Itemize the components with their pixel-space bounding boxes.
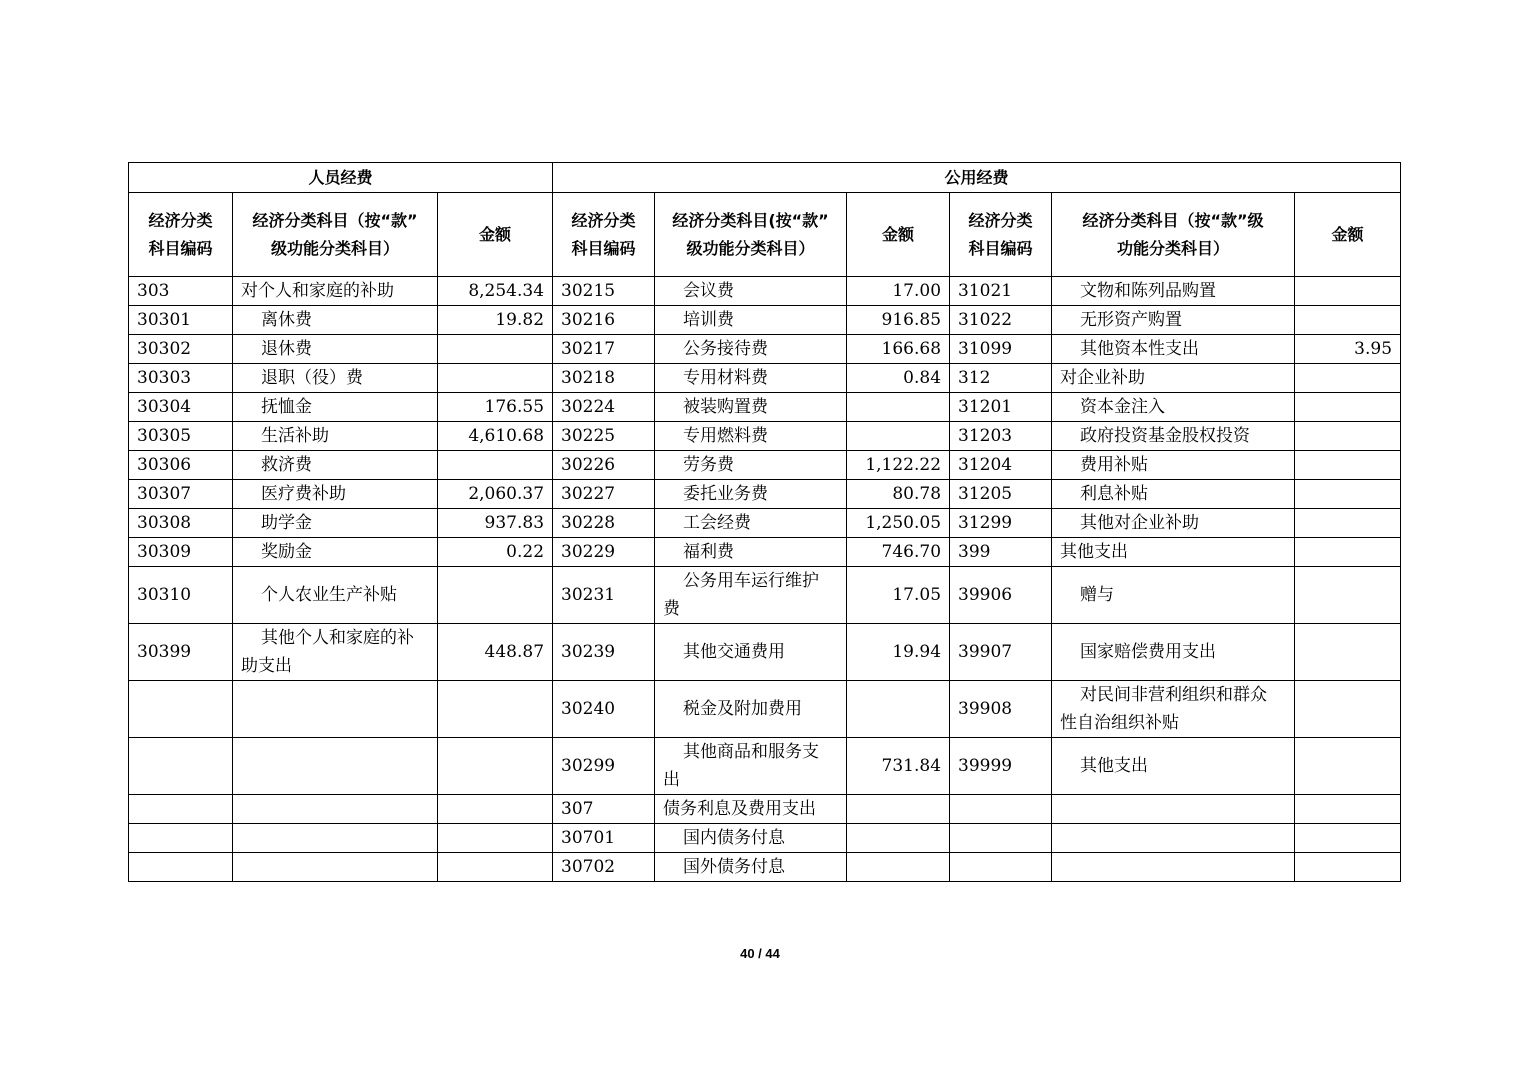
code-cell: 30301 (129, 306, 233, 335)
amount-cell (847, 824, 950, 853)
name-cell: 其他交通费用 (655, 624, 847, 681)
name-cell (1052, 853, 1295, 882)
name-cell: 税金及附加费用 (655, 681, 847, 738)
amount-cell: 937.83 (438, 509, 553, 538)
code-cell: 30702 (553, 853, 655, 882)
amount-cell (1295, 738, 1401, 795)
amount-cell (1295, 795, 1401, 824)
name-cell: 对民间非营利组织和群众 性自治组织补贴 (1052, 681, 1295, 738)
name-cell: 其他商品和服务支 出 (655, 738, 847, 795)
code-cell: 31201 (950, 393, 1052, 422)
name-cell: 文物和陈列品购置 (1052, 277, 1295, 306)
table-row (129, 824, 1401, 853)
code-cell: 30303 (129, 364, 233, 393)
name-cell: 对个人和家庭的补助 (233, 277, 438, 306)
name-cell: 生活补助 (233, 422, 438, 451)
name-cell: 其他支出 (1052, 738, 1295, 795)
budget-table (128, 162, 1401, 882)
code-cell: 30701 (553, 824, 655, 853)
table-row (129, 277, 1401, 306)
code-cell: 30225 (553, 422, 655, 451)
amount-cell (1295, 509, 1401, 538)
name-cell: 其他资本性支出 (1052, 335, 1295, 364)
amount-cell: 0.22 (438, 538, 553, 567)
header-code-mid: 经济分类 科目编码 (553, 193, 655, 277)
amount-cell: 1,122.22 (847, 451, 950, 480)
table-row (129, 853, 1401, 882)
name-cell: 其他个人和家庭的补 助支出 (233, 624, 438, 681)
amount-cell (1295, 364, 1401, 393)
amount-cell: 4,610.68 (438, 422, 553, 451)
name-cell (233, 824, 438, 853)
name-cell: 退职（役）费 (233, 364, 438, 393)
amount-cell (438, 681, 553, 738)
code-cell: 30215 (553, 277, 655, 306)
code-cell: 39907 (950, 624, 1052, 681)
name-cell: 资本金注入 (1052, 393, 1295, 422)
section-personnel: 人员经费 (129, 163, 553, 193)
name-cell: 利息补贴 (1052, 480, 1295, 509)
column-header-row (129, 193, 1401, 277)
header-amount-right: 金额 (1295, 193, 1401, 277)
table-row (129, 451, 1401, 480)
code-cell: 31299 (950, 509, 1052, 538)
header-name-left: 经济分类科目（按“款” 级功能分类科目） (233, 193, 438, 277)
code-cell: 30239 (553, 624, 655, 681)
amount-cell (847, 681, 950, 738)
name-cell: 培训费 (655, 306, 847, 335)
amount-cell: 2,060.37 (438, 480, 553, 509)
name-cell: 抚恤金 (233, 393, 438, 422)
amount-cell: 0.84 (847, 364, 950, 393)
amount-cell (438, 335, 553, 364)
amount-cell (1295, 681, 1401, 738)
code-cell: 30399 (129, 624, 233, 681)
amount-cell (438, 795, 553, 824)
table-row (129, 306, 1401, 335)
amount-cell: 731.84 (847, 738, 950, 795)
amount-cell: 176.55 (438, 393, 553, 422)
amount-cell: 17.00 (847, 277, 950, 306)
amount-cell (847, 422, 950, 451)
name-cell: 其他对企业补助 (1052, 509, 1295, 538)
code-cell: 30299 (553, 738, 655, 795)
code-cell: 30302 (129, 335, 233, 364)
name-cell (233, 738, 438, 795)
amount-cell (847, 393, 950, 422)
code-cell (129, 853, 233, 882)
table-row (129, 681, 1401, 738)
name-cell (233, 853, 438, 882)
amount-cell: 448.87 (438, 624, 553, 681)
table-row (129, 738, 1401, 795)
code-cell: 30305 (129, 422, 233, 451)
table-row (129, 364, 1401, 393)
code-cell: 303 (129, 277, 233, 306)
name-cell: 退休费 (233, 335, 438, 364)
amount-cell (438, 853, 553, 882)
code-cell: 30216 (553, 306, 655, 335)
amount-cell (1295, 824, 1401, 853)
table-row (129, 480, 1401, 509)
header-name-right: 经济分类科目（按“款”级 功能分类科目） (1052, 193, 1295, 277)
page-number: 40 / 44 (740, 946, 780, 961)
amount-cell (1295, 480, 1401, 509)
name-cell: 国内债务付息 (655, 824, 847, 853)
name-cell: 其他支出 (1052, 538, 1295, 567)
name-cell (1052, 795, 1295, 824)
code-cell: 39999 (950, 738, 1052, 795)
amount-cell (438, 738, 553, 795)
name-cell (1052, 824, 1295, 853)
name-cell: 国家赔偿费用支出 (1052, 624, 1295, 681)
amount-cell (438, 567, 553, 624)
table-row (129, 335, 1401, 364)
name-cell: 被装购置费 (655, 393, 847, 422)
code-cell: 31099 (950, 335, 1052, 364)
code-cell: 31022 (950, 306, 1052, 335)
amount-cell (1295, 853, 1401, 882)
amount-cell: 17.05 (847, 567, 950, 624)
name-cell: 个人农业生产补贴 (233, 567, 438, 624)
code-cell: 312 (950, 364, 1052, 393)
header-name-mid: 经济分类科目(按“款” 级功能分类科目） (655, 193, 847, 277)
amount-cell (438, 364, 553, 393)
header-code-right: 经济分类 科目编码 (950, 193, 1052, 277)
code-cell (950, 824, 1052, 853)
name-cell: 公务接待费 (655, 335, 847, 364)
code-cell (950, 795, 1052, 824)
name-cell: 医疗费补助 (233, 480, 438, 509)
code-cell: 307 (553, 795, 655, 824)
amount-cell (1295, 277, 1401, 306)
code-cell: 30304 (129, 393, 233, 422)
name-cell: 助学金 (233, 509, 438, 538)
amount-cell (438, 451, 553, 480)
amount-cell (847, 853, 950, 882)
amount-cell (1295, 422, 1401, 451)
table-row (129, 795, 1401, 824)
name-cell: 劳务费 (655, 451, 847, 480)
code-cell: 30226 (553, 451, 655, 480)
name-cell: 无形资产购置 (1052, 306, 1295, 335)
code-cell: 39906 (950, 567, 1052, 624)
code-cell: 30306 (129, 451, 233, 480)
header-code-left: 经济分类 科目编码 (129, 193, 233, 277)
code-cell: 30231 (553, 567, 655, 624)
name-cell: 对企业补助 (1052, 364, 1295, 393)
code-cell: 30240 (553, 681, 655, 738)
table-row (129, 624, 1401, 681)
code-cell: 31205 (950, 480, 1052, 509)
code-cell (950, 853, 1052, 882)
name-cell: 专用材料费 (655, 364, 847, 393)
amount-cell: 19.94 (847, 624, 950, 681)
code-cell: 30227 (553, 480, 655, 509)
name-cell: 福利费 (655, 538, 847, 567)
name-cell: 公务用车运行维护 费 (655, 567, 847, 624)
name-cell: 工会经费 (655, 509, 847, 538)
amount-cell (1295, 624, 1401, 681)
table-row (129, 509, 1401, 538)
header-amount-left: 金额 (438, 193, 553, 277)
code-cell: 31021 (950, 277, 1052, 306)
name-cell: 国外债务付息 (655, 853, 847, 882)
amount-cell: 746.70 (847, 538, 950, 567)
code-cell (129, 681, 233, 738)
amount-cell (1295, 306, 1401, 335)
code-cell: 399 (950, 538, 1052, 567)
amount-cell (1295, 393, 1401, 422)
code-cell: 30228 (553, 509, 655, 538)
name-cell: 委托业务费 (655, 480, 847, 509)
name-cell: 政府投资基金股权投资 (1052, 422, 1295, 451)
name-cell (233, 681, 438, 738)
table-row (129, 393, 1401, 422)
table-row (129, 567, 1401, 624)
header-amount-mid: 金额 (847, 193, 950, 277)
code-cell: 39908 (950, 681, 1052, 738)
name-cell: 费用补贴 (1052, 451, 1295, 480)
amount-cell: 916.85 (847, 306, 950, 335)
name-cell: 会议费 (655, 277, 847, 306)
code-cell: 31204 (950, 451, 1052, 480)
code-cell: 30310 (129, 567, 233, 624)
code-cell: 31203 (950, 422, 1052, 451)
amount-cell: 80.78 (847, 480, 950, 509)
amount-cell: 166.68 (847, 335, 950, 364)
code-cell: 30218 (553, 364, 655, 393)
amount-cell: 19.82 (438, 306, 553, 335)
amount-cell (438, 824, 553, 853)
code-cell: 30217 (553, 335, 655, 364)
amount-cell (1295, 451, 1401, 480)
code-cell (129, 738, 233, 795)
section-header-row (129, 163, 1401, 193)
amount-cell: 8,254.34 (438, 277, 553, 306)
section-public: 公用经费 (553, 163, 1401, 193)
code-cell: 30307 (129, 480, 233, 509)
name-cell: 赠与 (1052, 567, 1295, 624)
amount-cell (1295, 538, 1401, 567)
name-cell (233, 795, 438, 824)
name-cell: 专用燃料费 (655, 422, 847, 451)
name-cell: 债务利息及费用支出 (655, 795, 847, 824)
name-cell: 奖励金 (233, 538, 438, 567)
amount-cell (1295, 567, 1401, 624)
amount-cell: 3.95 (1295, 335, 1401, 364)
code-cell (129, 824, 233, 853)
code-cell: 30308 (129, 509, 233, 538)
code-cell (129, 795, 233, 824)
code-cell: 30229 (553, 538, 655, 567)
amount-cell: 1,250.05 (847, 509, 950, 538)
name-cell: 救济费 (233, 451, 438, 480)
code-cell: 30309 (129, 538, 233, 567)
table-row (129, 422, 1401, 451)
name-cell: 离休费 (233, 306, 438, 335)
amount-cell (847, 795, 950, 824)
table-row (129, 538, 1401, 567)
code-cell: 30224 (553, 393, 655, 422)
